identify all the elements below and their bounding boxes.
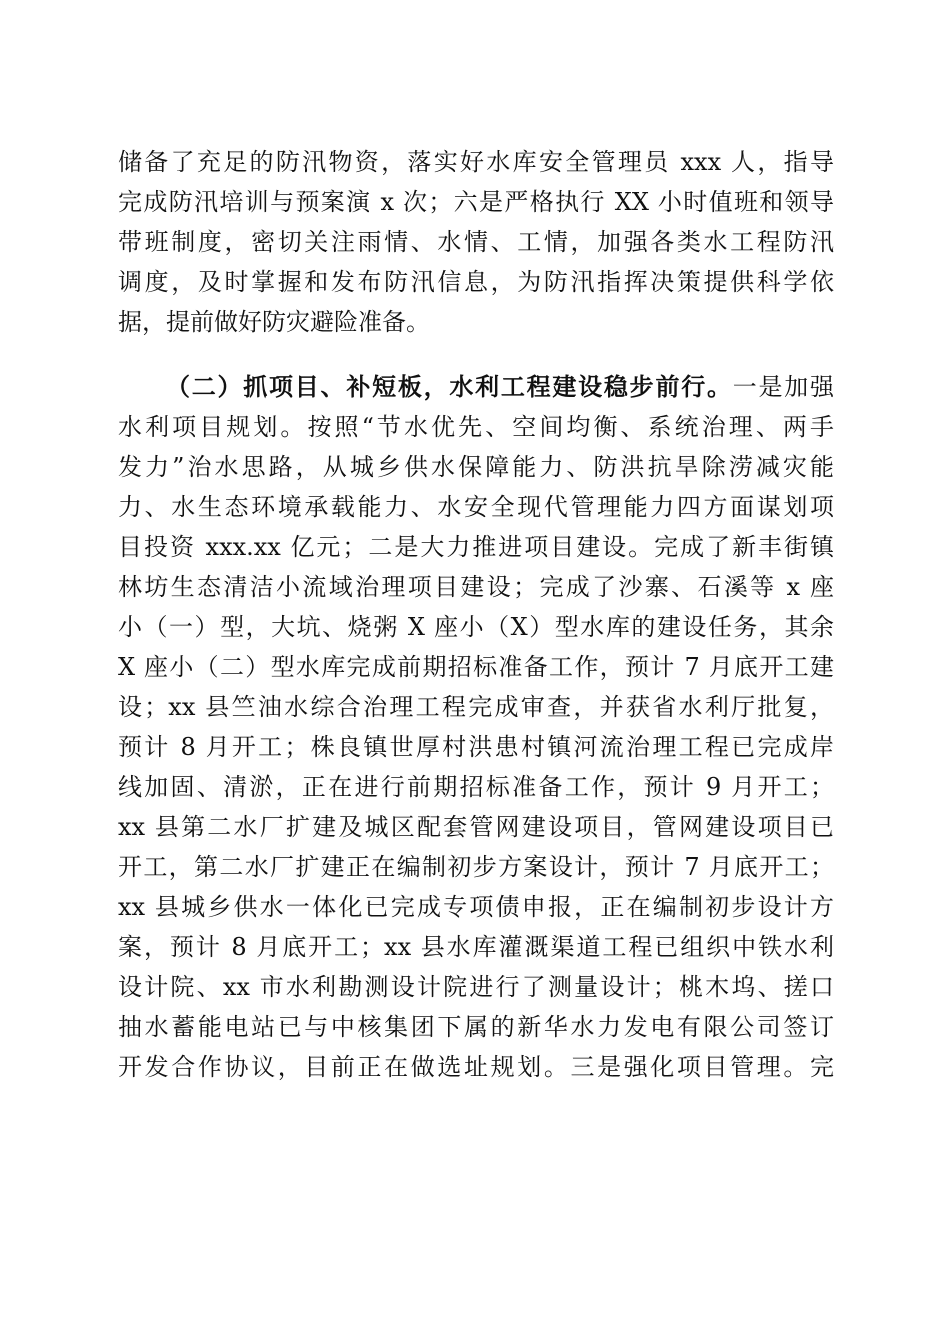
text-line: 线加固、清淤，正在进行前期招标准备工作，预计 9 月开工； — [118, 773, 834, 801]
text-line: X 座小（二）型水库完成前期招标准备工作，预计 7 月底开工建 — [118, 653, 834, 681]
text-line: 调度，及时掌握和发布防汛信息，为防汛指挥决策提供科学依 — [118, 268, 834, 296]
text-line: 设计院、xx 市水利勘测设计院进行了测量设计；桃木坞、搓口 — [118, 973, 834, 1001]
text-line: 小（一）型，大坑、烧粥 X 座小（X）型水库的建设任务，其余 — [118, 613, 834, 641]
text-line: 抽水蓄能电站已与中核集团下属的新华水力发电有限公司签订 — [118, 1013, 834, 1041]
text-line: 设；xx 县竺油水综合治理工程完成审查，并获省水利厅批复， — [118, 693, 834, 721]
text-line: 开发合作协议，目前正在做选址规划。三是强化项目管理。完 — [118, 1053, 834, 1081]
heading-line-rest: 一是加强 — [732, 373, 834, 401]
text-line: 带班制度，密切关注雨情、水情、工情，加强各类水工程防汛 — [118, 228, 834, 256]
text-line: 据，提前做好防灾避险准备。 — [118, 308, 430, 336]
text-line: 储备了充足的防汛物资，落实好水库安全管理员 xxx 人，指导 — [118, 148, 834, 176]
text-line: 案，预计 8 月底开工；xx 县水库灌溉渠道工程已组织中铁水利 — [118, 933, 834, 961]
text-line: xx 县城乡供水一体化已完成专项债申报，正在编制初步设计方 — [118, 893, 834, 921]
text-line: 开工，第二水厂扩建正在编制初步方案设计，预计 7 月底开工； — [118, 853, 834, 881]
paragraph-1 — [118, 142, 834, 342]
text-line: 发力”治水思路，从城乡供水保障能力、防洪抗旱除涝减灾能 — [118, 453, 834, 481]
text-line: 力、水生态环境承载能力、水安全现代管理能力四方面谋划项 — [118, 493, 834, 521]
text-line: 目投资 xxx.xx 亿元；二是大力推进项目建设。完成了新丰街镇 — [118, 533, 834, 561]
text-line: 水利项目规划。按照“节水优先、空间均衡、系统治理、两手 — [118, 413, 834, 441]
section-heading-line — [118, 367, 834, 407]
text-line: xx 县第二水厂扩建及城区配套管网建设项目，管网建设项目已 — [118, 813, 834, 841]
paragraph-2 — [118, 367, 834, 1087]
text-line: 林坊生态清洁小流域治理项目建设；完成了沙寨、石溪等 x 座 — [118, 573, 834, 601]
section-heading: （二）抓项目、补短板，水利工程建设稳步前行。 — [166, 372, 733, 401]
text-line: 预计 8 月开工；株良镇世厚村洪患村镇河流治理工程已完成岸 — [118, 733, 834, 761]
text-line: 完成防汛培训与预案演 x 次；六是严格执行 XX 小时值班和领导 — [118, 188, 834, 216]
